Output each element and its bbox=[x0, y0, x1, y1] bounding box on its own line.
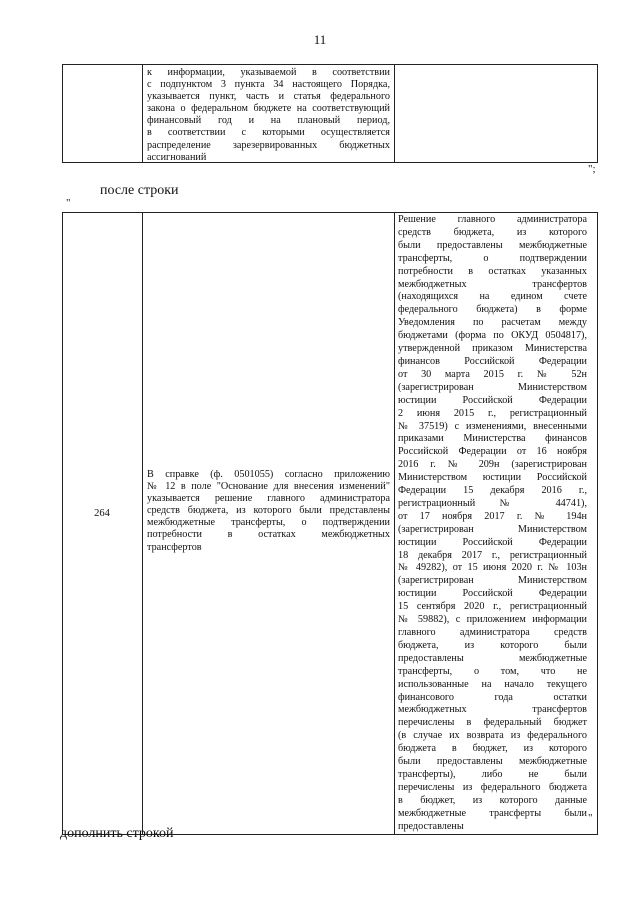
text-line: № 59882), с приложением информации bbox=[398, 614, 587, 626]
text-line: приказами Министерства финансов bbox=[398, 433, 587, 445]
text-line: потребности в остатках межбюджетных bbox=[147, 529, 390, 541]
table-1-divider-1 bbox=[142, 64, 143, 163]
text-line: были предоставлены межбюджетные bbox=[398, 239, 587, 251]
closing-quote-1: "; bbox=[588, 163, 596, 175]
text-line: в бюджет, из которого данные bbox=[398, 794, 587, 806]
text-line: указывается решение главного администратора bbox=[147, 493, 390, 505]
phrase-after-row: после строки bbox=[100, 183, 179, 198]
table-1-description-cell bbox=[147, 67, 390, 164]
text-line: (зарегистрирован Министерством bbox=[398, 523, 587, 535]
text-line: межбюджетных трансфертов bbox=[398, 704, 587, 716]
text-line: федерального бюджета) в форме bbox=[398, 304, 587, 316]
text-line: № 49282), от 15 июня 2020 г. № 103н bbox=[398, 562, 587, 574]
text-line: к информации, указываемой в соответствии bbox=[147, 67, 390, 78]
text-line: 15 сентября 2020 г., регистрационный bbox=[398, 601, 587, 613]
text-line: бюджета, из которого были bbox=[398, 639, 587, 651]
text-line: (зарегистрирован Министерством bbox=[398, 575, 587, 587]
text-line: от 30 марта 2015 г. № 52н bbox=[398, 368, 587, 380]
text-line: трансферты, о подтверждении bbox=[398, 252, 587, 264]
text-line: 2016 г. № 209н (зарегистрирован bbox=[398, 459, 587, 471]
text-line: главного администратора средств bbox=[398, 627, 587, 638]
text-line: финансовый год и на плановый период, bbox=[147, 115, 390, 127]
text-line: были предоставлены межбюджетные bbox=[398, 756, 587, 768]
text-line: (в случае их возврата из федерального bbox=[398, 730, 587, 742]
table-2-divider-2 bbox=[394, 212, 395, 835]
text-line: Министерством юстиции Российской bbox=[398, 472, 587, 484]
text-line: финансового года остатки bbox=[398, 691, 587, 703]
text-line: (зарегистрирован Министерством bbox=[398, 381, 587, 393]
text-line: трансфертов bbox=[147, 541, 202, 553]
text-line: 2 июня 2015 г., регистрационный bbox=[398, 407, 587, 419]
opening-quote: " bbox=[66, 197, 71, 209]
text-line: юстиции Российской Федерации bbox=[398, 536, 587, 548]
text-line: ассигнований bbox=[147, 151, 207, 163]
table-2-divider-1 bbox=[142, 212, 143, 835]
text-line: перечислены из федерального бюджета bbox=[398, 781, 587, 793]
text-line: Уведомления по расчетам между bbox=[398, 317, 587, 329]
text-line: регистрационный № 44741), bbox=[398, 497, 587, 509]
table-2-description-cell bbox=[147, 469, 390, 554]
text-line: средств бюджета, из которого bbox=[398, 226, 587, 238]
text-line: указывается пункт, часть и статья федерального bbox=[147, 91, 390, 103]
text-line: перечислены в федеральный бюджет bbox=[398, 717, 587, 729]
text-line: № 12 в поле "Основание для внесения изменений" bbox=[147, 481, 390, 493]
text-line: Российской Федерации от 16 ноября bbox=[398, 446, 587, 458]
text-line: межбюджетных трансфертов bbox=[398, 278, 587, 290]
text-line: (находящихся на едином счете bbox=[398, 291, 587, 303]
text-line: № 37519) с изменениями, внесенными bbox=[398, 420, 587, 432]
text-line: распределение зарезервированных бюджетных bbox=[147, 139, 390, 151]
row-number: 264 bbox=[94, 508, 110, 519]
text-line: бюджетами (форма по ОКУД 0504817), bbox=[398, 330, 587, 342]
text-line: Решение главного администратора bbox=[398, 214, 587, 225]
table-2-basis-cell bbox=[398, 214, 587, 834]
text-line: финансов Российской Федерации bbox=[398, 355, 587, 367]
phrase-add-row: дополнить строкой bbox=[60, 826, 174, 841]
text-line: юстиции Российской Федерации bbox=[398, 394, 587, 406]
text-line: межбюджетные трансферты были bbox=[398, 807, 587, 819]
text-line: В справке (ф. 0501055) согласно приложению bbox=[147, 469, 390, 480]
text-line: бюджета в бюджет, из которого bbox=[398, 743, 587, 755]
page-number: 11 bbox=[313, 32, 327, 47]
text-line: средств бюджета, из которого были представлены bbox=[147, 505, 390, 517]
text-line: утвержденной приказом Министерства bbox=[398, 343, 587, 355]
text-line: трансферты, о том, что не bbox=[398, 665, 587, 677]
table-1-divider-2 bbox=[394, 64, 395, 163]
text-line: юстиции Российской Федерации bbox=[398, 588, 587, 600]
text-line: предоставлены межбюджетные bbox=[398, 652, 587, 664]
text-line: межбюджетные трансферты, о подтверждении bbox=[147, 517, 390, 529]
text-line: в соответствии с которыми осуществляется bbox=[147, 127, 390, 139]
text-line: с подпунктом 3 пункта 34 настоящего Порядка, bbox=[147, 79, 390, 91]
text-line: 18 декабря 2017 г., регистрационный bbox=[398, 549, 587, 561]
text-line: закона о федеральном бюджете на соответствующий bbox=[147, 103, 390, 115]
text-line: от 17 ноября 2017 г. № 194н bbox=[398, 510, 587, 522]
text-line: Федерации 15 декабря 2016 г., bbox=[398, 485, 587, 497]
text-line: потребности в остатках указанных bbox=[398, 265, 587, 277]
text-line: использованные на начало текущего bbox=[398, 678, 587, 690]
text-line: предоставлены bbox=[398, 820, 464, 832]
closing-quote-2: " bbox=[588, 812, 593, 824]
text-line: трансферты), либо не были bbox=[398, 768, 587, 780]
